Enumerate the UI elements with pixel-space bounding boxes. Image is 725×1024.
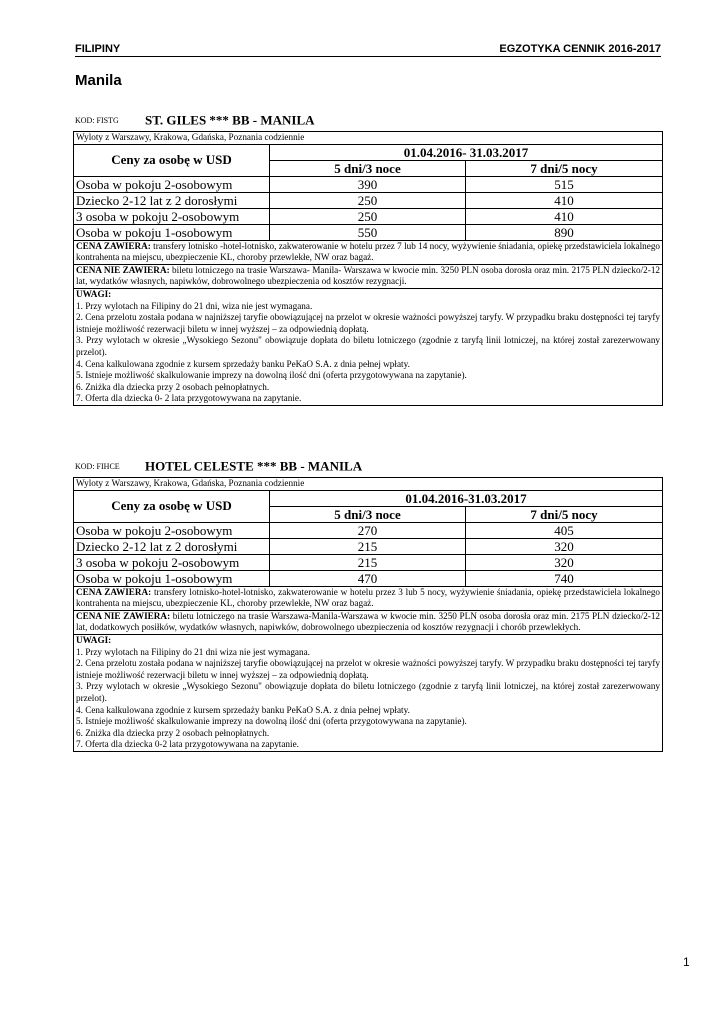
includes-text: transfery lotnisko-hotel-lotnisko, zakwaterowanie w hotelu przez 3 lub 5 nocy, wyżywienie śniadania, opiekę przedstawiciela lokalnego kontrahenta na miejscu, ubezpieczenie KL, choroby przewlekłe, NW oraz bagaż. [76,586,661,609]
price-value: 515 [466,176,663,192]
row-label: Dziecko 2-12 lat z 2 dorosłymi [74,538,270,554]
row-label: Osoba w pokoju 1-osobowym [74,224,270,240]
price-value: 215 [270,554,466,570]
note-item: 5. Istnieje możliwość skalkulowanie imprezy na dowolną ilość dni (oferta przygotowywana na zapytanie). [76,716,467,727]
price-value: 390 [270,176,466,192]
hotel-name: HOTEL CELESTE *** BB - MANILA [145,458,363,474]
excludes-text: biletu lotniczego na trasie Warszawa- Manila- Warszawa w kwocie min. 3250 PLN osoba dorosła oraz min. 2175 PLN dziecko/2-12 lat, wydatków własnych, napiwków, dobrowolnego ubezpieczenia od kosztów rezygnacji. [76,264,661,287]
price-value: 250 [270,192,466,208]
notes-section [74,288,663,405]
excludes-text: biletu lotniczego na trasie Warszawa-Manila-Warszawa w kwocie min. 3250 PLN osoba dorosła oraz min. 2175 PLN dziecko/2-12 lat, dodatkowych posiłków, wydatków własnych, napiwków, dobrowolnego ubezpieczenia od kosztów rezygnacji i chorób przewlekłych. [76,610,661,633]
row-label: Dziecko 2-12 lat z 2 dorosłymi [74,192,270,208]
row-label: 3 osoba w pokoju 2-osobowym [74,554,270,570]
price-value: 270 [270,522,466,538]
price-value: 250 [270,208,466,224]
hotel-code: KOD: FISTG [75,115,119,125]
column-header-short-stay: 5 dni/3 noce [270,160,466,176]
hotel-name: ST. GILES *** BB - MANILA [145,112,315,128]
price-value: 320 [466,538,663,554]
note-item: 1. Przy wylotach na Filipiny do 21 dni, wiza nie jest wymagana. [76,300,313,311]
departures-info: Wyloty z Warszawy, Krakowa, Gdańska, Poznania codziennie [74,478,663,491]
price-value: 470 [270,570,466,586]
note-item: 7. Oferta dla dziecka 0- 2 lata przygotowywana na zapytanie. [76,393,302,404]
price-table-st-giles [73,131,663,406]
table-row [74,176,663,192]
column-header-long-stay: 7 dni/5 nocy [466,160,663,176]
row-label: Osoba w pokoju 1-osobowym [74,570,270,586]
notes-label: UWAGI: [76,288,112,299]
header-country: FILIPINY [75,43,121,55]
row-label: Osoba w pokoju 2-osobowym [74,522,270,538]
price-value: 405 [466,522,663,538]
notes-label: UWAGI: [76,634,112,645]
price-excludes [74,264,663,288]
table-row [74,538,663,554]
table-row [74,554,663,570]
note-item: 4. Cena kalkulowana zgodnie z kursem sprzedaży banku PeKaO S.A. z dnia pełnej wpłaty. [76,358,410,369]
header-divider [75,56,661,57]
price-value: 410 [466,192,663,208]
note-item: 6. Zniżka dla dziecka przy 2 osobach pełnopłatnych. [76,727,270,738]
price-caption: Ceny za osobę w USD [74,490,270,522]
season-period: 01.04.2016- 31.03.2017 [270,144,663,160]
column-header-long-stay: 7 dni/5 nocy [466,506,663,522]
table-row [74,224,663,240]
price-value: 890 [466,224,663,240]
header-catalog-title: EGZOTYKA CENNIK 2016-2017 [499,43,661,55]
price-value: 740 [466,570,663,586]
hotel-code: KOD: FIHCE [75,461,120,471]
table-row [74,522,663,538]
price-value: 550 [270,224,466,240]
price-value: 320 [466,554,663,570]
note-item: 1. Przy wylotach na Filipiny do 21 dni wiza nie jest wymagana. [76,646,310,657]
price-includes [74,586,663,610]
price-value: 410 [466,208,663,224]
note-item: 4. Cena kalkulowana zgodnie z kursem sprzedaży banku PeKaO S.A. z dnia pełnej wpłaty. [76,704,410,715]
note-item: 6. Zniżka dla dziecka przy 2 osobach pełnopłatnych. [76,381,270,392]
excludes-label: CENA NIE ZAWIERA: [76,610,171,621]
column-header-short-stay: 5 dni/3 noce [270,506,466,522]
note-item: 7. Oferta dla dziecka 0-2 lata przygotowywana na zapytanie. [76,739,299,750]
table-row [74,192,663,208]
table-row [74,208,663,224]
note-item: 3. Przy wylotach w okresie „Wysokiego Sezonu" obowiązuje dopłata do biletu lotniczego (zgodnie z taryfą linii lotniczej, na której został zarezerwowany przelot). [76,335,661,357]
price-includes [74,240,663,264]
includes-label: CENA ZAWIERA: [76,240,151,251]
table-row [74,570,663,586]
page-header [75,43,661,57]
row-label: 3 osoba w pokoju 2-osobowym [74,208,270,224]
price-caption: Ceny za osobę w USD [74,144,270,176]
includes-text: transfery lotnisko -hotel-lotnisko, zakwaterowanie w hotelu przez 7 lub 14 nocy, wyżywienie śniadania, opiekę przedstawiciela lokalnego kontrahenta na miejscu, ubezpieczenie KL, choroby przewlekłe, NW oraz bagaż. [76,240,661,263]
price-excludes [74,610,663,634]
note-item: 2. Cena przelotu została podana w najniższej taryfie obowiązującej na przelot w okresie ważności powyższej taryfy. W przypadku braku dostępności tej taryfy istnieje możliwość rezerwacji biletu w innej wyższej – za odpowiednią dopłatą. [76,658,661,680]
includes-label: CENA ZAWIERA: [76,586,152,597]
departures-info: Wyloty z Warszawy, Krakowa, Gdańska, Poznania codziennie [74,132,663,145]
city-title: Manila [75,72,122,89]
hotel-title-st-giles [75,111,315,129]
price-value: 215 [270,538,466,554]
notes-section [74,634,663,751]
note-item: 2. Cena przelotu została podana w najniższej taryfie obowiązującej na przelot w okresie ważności powyższej taryfy. W przypadku braku dostępności tej taryfy istnieje możliwość rezerwacji biletu w innej wyższej – za odpowiednią dopłatą. [76,312,661,334]
hotel-title-celeste [75,457,362,475]
note-item: 5. Istnieje możliwość skalkulowanie imprezy na dowolną ilość dni (oferta przygotowywana na zapytanie). [76,370,467,381]
note-item: 3. Przy wylotach w okresie „Wysokiego Sezonu" obowiązuje dopłata do biletu lotniczego (zgodnie z taryfą linii lotniczej, na której został zarezerwowany przelot). [76,681,661,703]
row-label: Osoba w pokoju 2-osobowym [74,176,270,192]
season-period: 01.04.2016-31.03.2017 [270,490,663,506]
page-number: 1 [683,955,690,969]
price-table-celeste [73,477,663,752]
excludes-label: CENA NIE ZAWIERA: [76,264,170,275]
